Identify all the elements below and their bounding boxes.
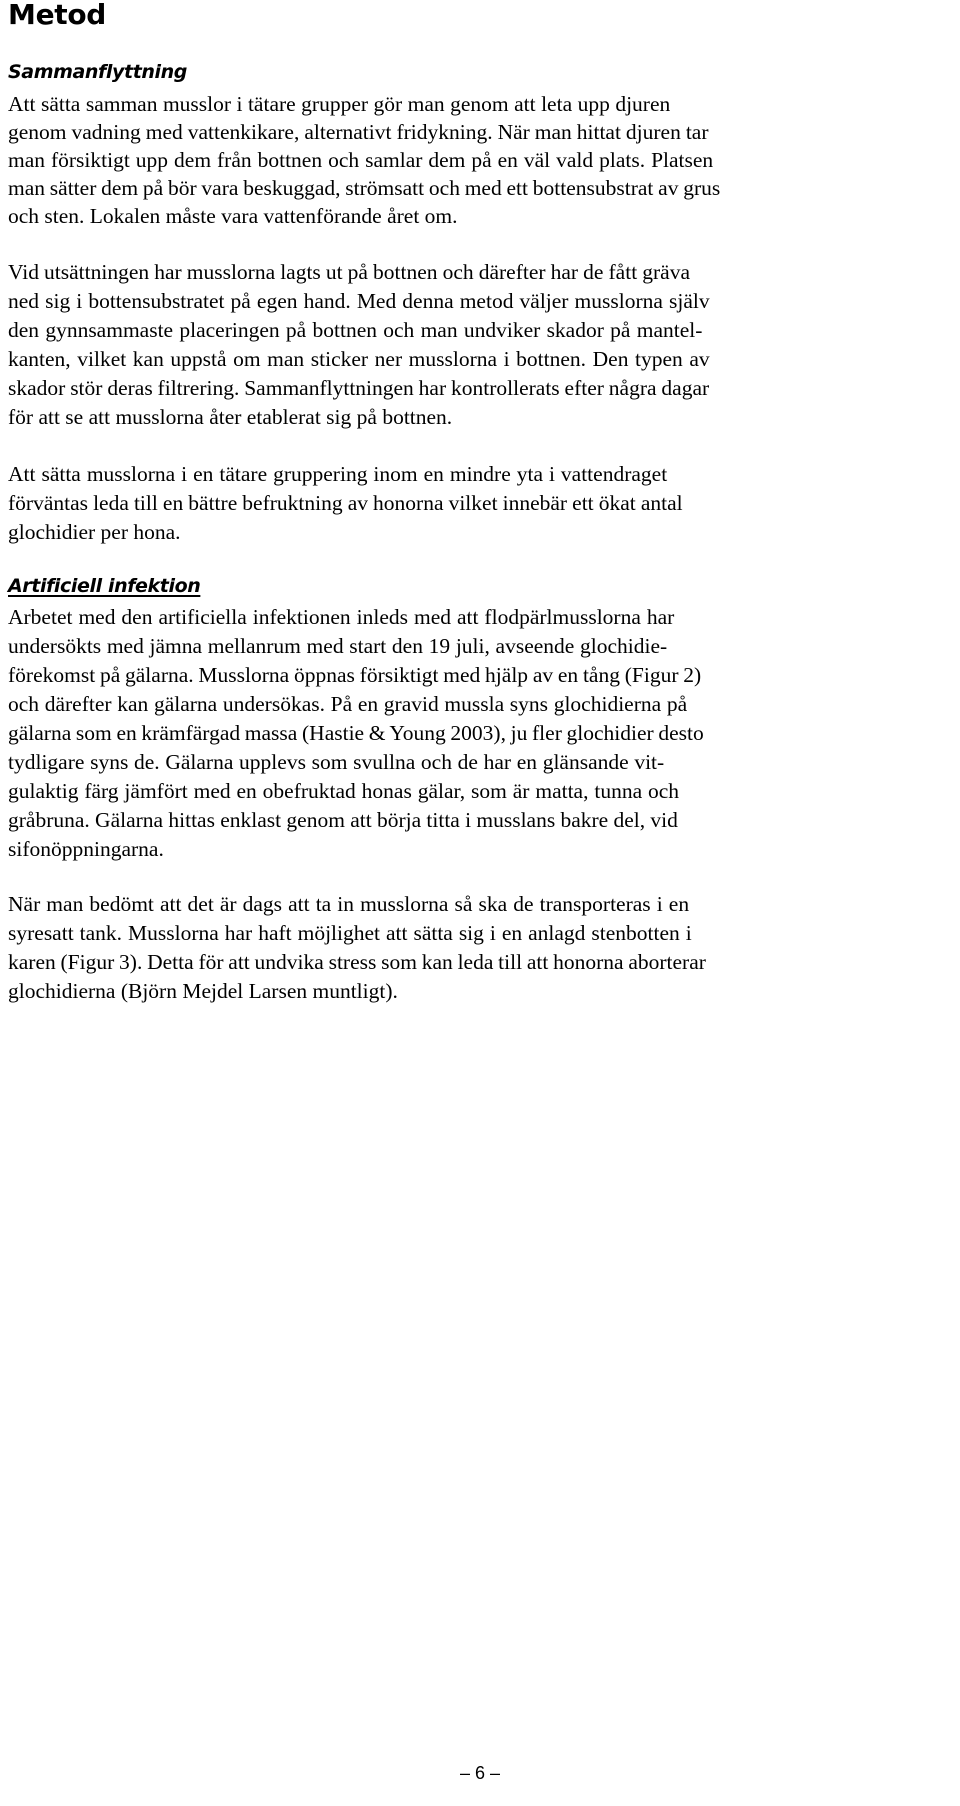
text-line: den gynnsammaste placeringen på bottnen och man undviker skador på mantel- (8, 318, 703, 342)
page-title: Metod (8, 0, 107, 31)
text-line: gråbruna. Gälarna hittas enklast genom att börja titta i musslans bakre del, vid (8, 808, 678, 832)
text-line: gälarna som en krämfärgad massa (Hastie & Young 2003), ju fler glochidier desto (8, 721, 704, 745)
text-line: glochidierna (Björn Mejdel Larsen muntligt). (8, 979, 398, 1003)
text-line: syresatt tank. Musslorna har haft möjlighet att sätta sig i en anlagd stenbotten i (8, 921, 692, 945)
text-line: och sten. Lokalen måste vara vattenförande året om. (8, 204, 458, 228)
text-line: skador stör deras filtrering. Sammanflyttningen har kontrollerats efter några dagar (8, 376, 710, 400)
text-line: förväntas leda till en bättre befruktning av honorna vilket innebär ett ökat antal (8, 491, 683, 515)
text-line: sifonöppningarna. (8, 837, 164, 861)
text-line: När man bedömt att det är dags att ta in musslorna så ska de transporteras i en (8, 892, 690, 916)
text-line: kanten, vilket kan uppstå om man sticker ner musslorna i bottnen. Den typen av (8, 347, 710, 371)
text-line: tydligare syns de. Gälarna upplevs som svullna och de har en glänsande vit- (8, 750, 665, 774)
text-line: undersökts med jämna mellanrum med start den 19 juli, avseende glochidie- (8, 634, 668, 658)
text-line: glochidier per hona. (8, 520, 181, 544)
text-line: ned sig i bottensubstratet på egen hand. Med denna metod väljer musslorna själv (8, 289, 710, 313)
text-line: gulaktig färg jämfört med en obefruktad honas gälar, som är matta, tunna och (8, 779, 680, 803)
text-line: man sätter dem på bör vara beskuggad, strömsatt och med ett bottensubstrat av grus (8, 176, 721, 200)
text-line: karen (Figur 3). Detta för att undvika stress som kan leda till att honorna aborterar (8, 950, 706, 974)
text-line: Arbetet med den artificiella infektionen inleds med att flodpärlmusslorna har (8, 605, 675, 629)
text-line: Att sätta samman musslor i tätare grupper gör man genom att leta upp djuren (8, 92, 671, 116)
page-number: – 6 – (460, 1763, 501, 1783)
section-heading: Artificiell infektion (8, 575, 201, 597)
text-line: genom vadning med vattenkikare, alternativt fridykning. När man hittat djuren tar (8, 120, 709, 144)
section-heading: Sammanflyttning (8, 61, 187, 83)
text-line: förekomst på gälarna. Musslorna öppnas försiktigt med hjälp av en tång (Figur 2) (8, 663, 702, 687)
text-line: man försiktigt upp dem från bottnen och samlar dem på en väl vald plats. Platsen (8, 148, 714, 172)
text-line: Vid utsättningen har musslorna lagts ut på bottnen och därefter har de fått gräva (8, 260, 690, 284)
text-line: för att se att musslorna åter etablerat sig på bottnen. (8, 405, 453, 429)
text-line: Att sätta musslorna i en tätare gruppering inom en mindre yta i vattendraget (8, 462, 668, 486)
text-line: och därefter kan gälarna undersökas. På en gravid mussla syns glochidierna på (8, 692, 688, 716)
